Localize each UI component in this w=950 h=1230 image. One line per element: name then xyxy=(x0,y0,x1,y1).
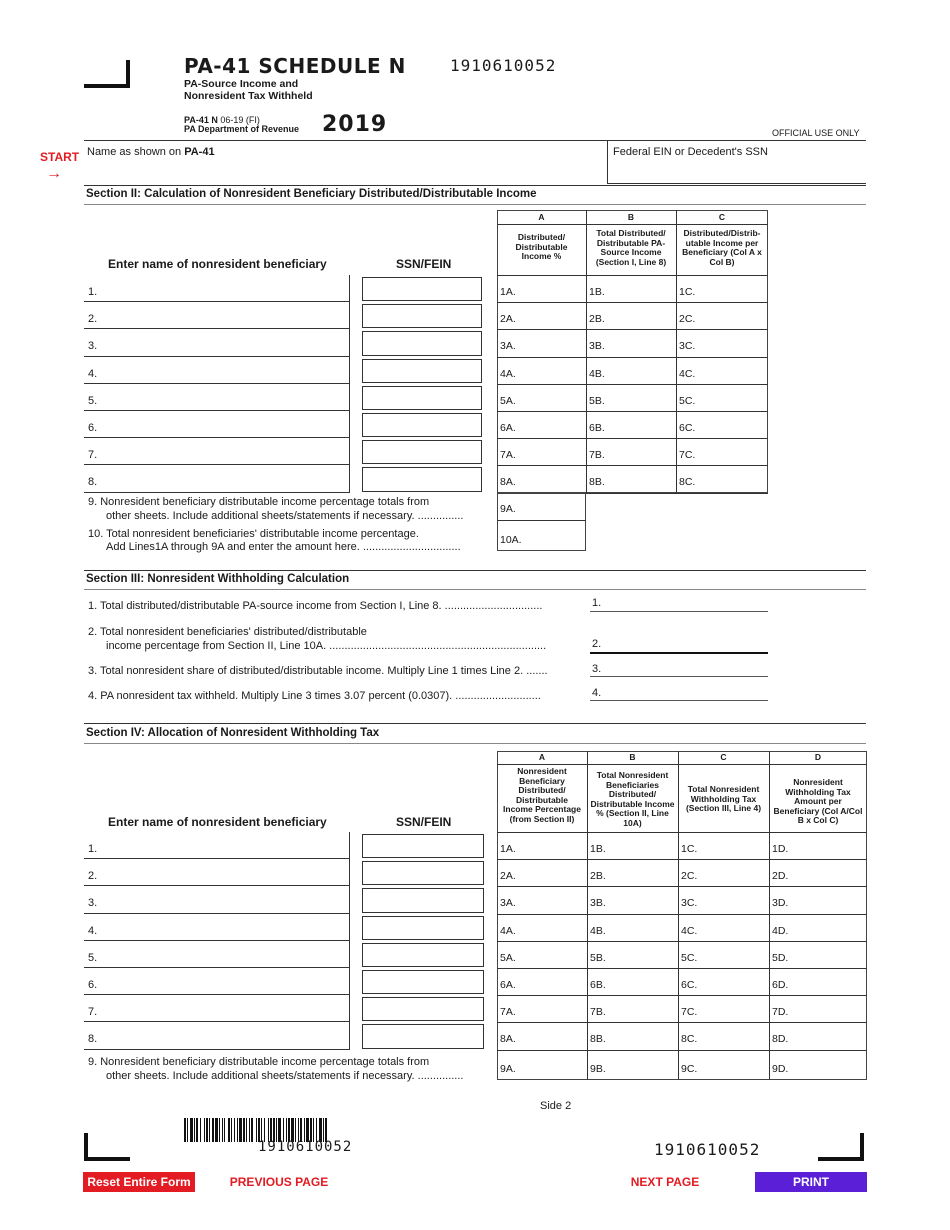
registration-mark-bottom-right xyxy=(818,1133,864,1161)
section2-cell-9a[interactable]: 9A. xyxy=(500,503,516,515)
section2-cell-7-b[interactable]: 7B. xyxy=(589,449,605,462)
section2-row-3-ssn-field[interactable] xyxy=(362,331,482,355)
section2-row-1-grid-line xyxy=(497,302,768,303)
scan-number-top: 1910610052 xyxy=(450,56,557,75)
section4-row-2-grid-line xyxy=(497,886,867,887)
section4-cell-1-c[interactable]: 1C. xyxy=(681,843,698,855)
section4-name-column-header: Enter name of nonresident beneficiary xyxy=(108,815,327,829)
section2-cell-3-c[interactable]: 3C. xyxy=(679,340,696,353)
section2-row-8-ssn-field[interactable] xyxy=(362,467,482,491)
section3-line3-field[interactable] xyxy=(590,676,768,677)
form-number-code: PA-41 N xyxy=(184,115,218,125)
section4-cell-3-b[interactable]: 3B. xyxy=(590,897,606,910)
section4-col-letter-a: A xyxy=(538,752,546,762)
subtitle-line-2: Nonresident Tax Withheld xyxy=(184,90,313,102)
section2-cell-6-c[interactable]: 6C. xyxy=(679,422,696,434)
section4-row-3-name-field[interactable] xyxy=(84,886,350,913)
section4-heading-line xyxy=(84,743,866,744)
section2-cell-5-c[interactable]: 5C. xyxy=(679,394,696,407)
section2-col-letter-a: A xyxy=(538,212,545,222)
section3-line1-text: 1. Total distributed/distributable PA-source income from Section I, Line 8. ................................ xyxy=(88,600,543,612)
section2-cell-3-a[interactable]: 3A. xyxy=(500,340,516,353)
section3-line2-number: 2. xyxy=(592,638,602,650)
section4-row-7-ssn-field[interactable] xyxy=(362,997,484,1021)
section2-row-5-name-field[interactable] xyxy=(84,384,350,411)
section3-line1-number: 1. xyxy=(592,597,602,609)
section2-cell-4-a[interactable]: 4A. xyxy=(500,367,516,380)
section4-cell-9d[interactable]: 9D. xyxy=(772,1063,789,1075)
section3-line3-text: 3. Total nonresident share of distributed/distributable income. Multiply Line 1 times Line 2. ....... xyxy=(88,665,548,677)
section2-col-header-a: Distributed/ Distributable Income % xyxy=(515,232,568,261)
section4-cell-6-c[interactable]: 6C. xyxy=(681,979,698,991)
section4-cell-3-d[interactable]: 3D. xyxy=(772,897,789,910)
scan-number-bottom: 1910610052 xyxy=(654,1140,761,1159)
section4-cell-4-b[interactable]: 4B. xyxy=(590,924,606,937)
section4-cell-2-b[interactable]: 2B. xyxy=(590,870,606,883)
section4-row-7-number: 7. xyxy=(88,1006,98,1019)
section4-heading: Section IV: Allocation of Nonresident Withholding Tax xyxy=(86,727,380,739)
section2-col-letter-b: B xyxy=(627,212,635,222)
section2-row-4-ssn-field[interactable] xyxy=(362,359,482,383)
section2-row-6-number: 6. xyxy=(88,422,98,434)
section2-heading-line xyxy=(84,204,866,205)
section2-row-7-number: 7. xyxy=(88,449,98,462)
section2-row-4-grid-line xyxy=(497,384,768,385)
section4-row-7-grid-line xyxy=(497,1022,867,1023)
section2-row-8-number: 8. xyxy=(88,476,98,489)
section4-row-6-name-field[interactable] xyxy=(84,968,350,995)
section2-cell-2-a[interactable]: 2A. xyxy=(500,313,516,326)
section4-cell-1-a[interactable]: 1A. xyxy=(500,843,516,855)
section2-grid-col-divider-1 xyxy=(586,210,587,493)
section4-cell-9c[interactable]: 9C. xyxy=(681,1063,698,1075)
registration-mark-bottom-left xyxy=(84,1133,130,1161)
section4-row-4-ssn-field[interactable] xyxy=(362,916,484,940)
section2-row-2-name-field[interactable] xyxy=(84,302,350,329)
section2-cell-2-b[interactable]: 2B. xyxy=(589,313,605,326)
section3-line4-field[interactable] xyxy=(590,700,768,701)
section2-cell-7-a[interactable]: 7A. xyxy=(500,449,516,462)
section2-row-2-number: 2. xyxy=(88,313,98,326)
section2-row-3-name-field[interactable] xyxy=(84,329,350,356)
next-page-button[interactable]: NEXT PAGE xyxy=(630,1175,700,1189)
section2-row-5-ssn-field[interactable] xyxy=(362,386,482,410)
section4-row-8-name-field[interactable] xyxy=(84,1022,350,1049)
tax-year: 2019 xyxy=(322,112,388,137)
section2-cell-6-a[interactable]: 6A. xyxy=(500,422,516,434)
section2-row-6-ssn-field[interactable] xyxy=(362,413,482,437)
section2-cell-10a[interactable]: 10A. xyxy=(500,534,522,546)
ein-bottom-line xyxy=(607,183,866,184)
section4-cell-5-b[interactable]: 5B. xyxy=(590,951,606,964)
section2-cell-1-b[interactable]: 1B. xyxy=(589,286,605,298)
section4-row-6-ssn-field[interactable] xyxy=(362,970,484,994)
section4-row-1-name-field[interactable] xyxy=(84,832,350,859)
print-button[interactable]: PRINT xyxy=(755,1172,867,1192)
ein-row-top-line xyxy=(614,140,866,141)
section2-col-letter-c: C xyxy=(718,212,726,222)
section4-row-5-grid-line xyxy=(497,968,867,969)
section4-cell-4-c[interactable]: 4C. xyxy=(681,924,698,937)
form-subtitle xyxy=(184,78,313,102)
section4-cell-1-d[interactable]: 1D. xyxy=(772,843,789,855)
section2-row-4-number: 4. xyxy=(88,367,98,380)
section4-line9-text-2: other sheets. Include additional sheets/statements if necessary. ............... xyxy=(106,1070,464,1082)
ein-field[interactable]: Federal EIN or Decedent's SSN xyxy=(613,146,768,158)
section4-row-6-number: 6. xyxy=(88,979,98,991)
subtitle-line-1: PA-Source Income and xyxy=(184,78,299,90)
section2-row-5-grid-line xyxy=(497,411,768,412)
section4-row-2-name-field[interactable] xyxy=(84,859,350,886)
section2-row-5-number: 5. xyxy=(88,394,98,407)
section2-col-header-b: Total Distributed/ Distributable PA-Source Income (Section I, Line 8) xyxy=(595,228,667,267)
section4-cell-8-c[interactable]: 8C. xyxy=(681,1033,698,1046)
section4-col-header-b: Total Nonresident Beneficiaries Distributed/ Distributable Income % (Section II, Line 10A) xyxy=(590,770,675,828)
section4-cell-3-a[interactable]: 3A. xyxy=(500,897,516,910)
section2-cell-1-c[interactable]: 1C. xyxy=(679,286,696,298)
section4-col-header-a: Nonresident Beneficiary Distributed/ Distributable Income Percentage (from Section II) xyxy=(503,766,581,824)
section2-row-3-grid-line xyxy=(497,357,768,358)
name-row-top-line xyxy=(84,140,614,141)
section4-row-5-ssn-field[interactable] xyxy=(362,943,484,967)
section2-row-2-ssn-field[interactable] xyxy=(362,304,482,328)
section4-col-header-c: Total Nonresident Withholding Tax (Section III, Line 4) xyxy=(685,784,762,813)
section4-cell-2-d[interactable]: 2D. xyxy=(772,870,789,883)
section4-row-8-grid-line xyxy=(497,1050,867,1051)
section2-line10-text-1: 10. Total nonresident beneficiaries' distributable income percentage. xyxy=(88,528,419,540)
section4-cell-5-a[interactable]: 5A. xyxy=(500,951,516,964)
section3-line4-number: 4. xyxy=(592,687,602,699)
section4-row-2-ssn-field[interactable] xyxy=(362,861,484,885)
section2-cell-6-b[interactable]: 6B. xyxy=(589,422,605,434)
section2-col-header-c: Distributed/Distrib- utable Income per Beneficiary (Col A x Col B) xyxy=(682,228,762,267)
section2-cell-8-b[interactable]: 8B. xyxy=(589,476,605,489)
section4-cell-9a[interactable]: 9A. xyxy=(500,1063,516,1075)
section4-ssn-column-header: SSN/FEIN xyxy=(396,815,452,829)
section4-row-2-number: 2. xyxy=(88,870,98,883)
section4-cell-5-c[interactable]: 5C. xyxy=(681,951,698,964)
section2-cell-7-c[interactable]: 7C. xyxy=(679,449,696,462)
section4-row-5-name-field[interactable] xyxy=(84,941,350,968)
section4-cell-4-d[interactable]: 4D. xyxy=(772,924,789,937)
section2-row-8-name-field[interactable] xyxy=(84,465,350,492)
registration-mark-top-left xyxy=(84,60,130,88)
section4-cell-5-d[interactable]: 5D. xyxy=(772,951,789,964)
form-title: PA-41 SCHEDULE N xyxy=(184,54,406,78)
section2-letter-row-line xyxy=(497,224,768,225)
section4-col-letter-b: B xyxy=(629,752,636,762)
section4-header-bottom-line xyxy=(497,832,867,833)
section4-cell-9b[interactable]: 9B. xyxy=(590,1063,606,1075)
section2-ssn-column-header: SSN/FEIN xyxy=(396,257,452,271)
section3-heading: Section III: Nonresident Withholding Calculation xyxy=(86,573,350,585)
section4-cell-7-d[interactable]: 7D. xyxy=(772,1006,789,1019)
section4-row-3-grid-line xyxy=(497,914,867,915)
section4-cell-8-b[interactable]: 8B. xyxy=(590,1033,606,1046)
section4-row-7-name-field[interactable] xyxy=(84,995,350,1022)
section4-cell-7-a[interactable]: 7A. xyxy=(500,1006,516,1019)
section2-name-column-header: Enter name of nonresident beneficiary xyxy=(108,257,327,271)
section2-row-1-name-field[interactable] xyxy=(84,275,350,302)
section2-cell-5-a[interactable]: 5A. xyxy=(500,394,516,407)
section3-heading-line xyxy=(84,589,866,590)
name-field[interactable]: Name as shown on PA-41 xyxy=(87,146,215,158)
section4-cell-6-d[interactable]: 6D. xyxy=(772,979,789,991)
section4-cell-2-a[interactable]: 2A. xyxy=(500,870,516,883)
section4-row-4-name-field[interactable] xyxy=(84,914,350,941)
section3-line2-text-1: 2. Total nonresident beneficiaries' distributed/distributable xyxy=(88,626,367,638)
section2-cell-2-c[interactable]: 2C. xyxy=(679,313,696,326)
section2-cell-4-b[interactable]: 4B. xyxy=(589,367,605,380)
section4-row-1-grid-line xyxy=(497,859,867,860)
section4-grid-col-divider-2 xyxy=(678,751,679,1080)
section2-row-1-number: 1. xyxy=(88,286,98,298)
section2-row-7-ssn-field[interactable] xyxy=(362,440,482,464)
section2-grid-col-divider-2 xyxy=(676,210,677,493)
section2-cell-8-a[interactable]: 8A. xyxy=(500,476,516,489)
section2-row-1-ssn-field[interactable] xyxy=(362,277,482,301)
section4-cell-1-b[interactable]: 1B. xyxy=(590,843,606,855)
reset-form-button[interactable]: Reset Entire Form xyxy=(83,1172,195,1192)
section3-line4-text: 4. PA nonresident tax withheld. Multiply Line 3 times 3.07 percent (0.0307). ............................ xyxy=(88,690,541,702)
section4-letter-row-line xyxy=(497,764,867,765)
start-arrow-icon: → xyxy=(46,165,62,182)
section2-cell-8-c[interactable]: 8C. xyxy=(679,476,696,489)
previous-page-button[interactable]: PREVIOUS PAGE xyxy=(229,1175,329,1189)
section3-top-line xyxy=(84,570,866,571)
barcode-number: 1910610052 xyxy=(258,1139,353,1155)
form-number xyxy=(184,116,299,134)
section4-row-4-grid-line xyxy=(497,941,867,942)
section4-top-line xyxy=(84,723,866,724)
department-name: PA Department of Revenue xyxy=(184,124,300,134)
section4-col-letter-c: C xyxy=(720,752,727,762)
section3-line3-number: 3. xyxy=(592,663,602,675)
section4-cell-8-a[interactable]: 8A. xyxy=(500,1033,516,1046)
section2-header-bottom-line xyxy=(497,275,768,276)
page-side-label: Side 2 xyxy=(540,1100,572,1112)
section4-cell-7-c[interactable]: 7C. xyxy=(681,1006,698,1019)
section2-line10-text-2: Add Lines1A through 9A and enter the amount here. ................................ xyxy=(106,541,461,553)
section4-cell-2-c[interactable]: 2C. xyxy=(681,870,698,883)
section4-line9-text-1: 9. Nonresident beneficiary distributable income percentage totals from xyxy=(88,1056,430,1068)
section4-row-8-ssn-field[interactable] xyxy=(362,1024,484,1048)
section2-heading: Section II: Calculation of Nonresident Beneficiary Distributed/Distributable Income xyxy=(86,188,537,200)
section4-row-5-number: 5. xyxy=(88,951,98,964)
section4-row-6-grid-line xyxy=(497,995,867,996)
section4-cell-4-a[interactable]: 4A. xyxy=(500,924,516,937)
section4-row-1-number: 1. xyxy=(88,843,98,855)
official-use-label: OFFICIAL USE ONLY xyxy=(772,128,860,138)
section4-cell-6-b[interactable]: 6B. xyxy=(590,979,606,991)
section2-cell-3-b[interactable]: 3B. xyxy=(589,340,605,353)
form-revision: 06-19 (FI) xyxy=(220,115,260,125)
section4-cell-6-a[interactable]: 6A. xyxy=(500,979,516,991)
section4-row-4-number: 4. xyxy=(88,924,98,937)
section4-row-8-number: 8. xyxy=(88,1033,98,1046)
section2-line9-10-divider xyxy=(497,520,586,521)
section4-cell-7-b[interactable]: 7B. xyxy=(590,1006,606,1019)
section2-cell-5-b[interactable]: 5B. xyxy=(589,394,605,407)
section4-row-3-number: 3. xyxy=(88,897,98,910)
start-label: START xyxy=(40,150,80,164)
section4-grid-col-divider-3 xyxy=(769,751,770,1080)
section2-row-7-name-field[interactable] xyxy=(84,438,350,465)
section2-row-2-grid-line xyxy=(497,329,768,330)
section4-col-header-d: Nonresident Withholding Tax Amount per Beneficiary (Col A/Col B x Col C) xyxy=(773,777,863,825)
section3-line2-field[interactable] xyxy=(590,652,768,654)
section2-line9-text-1: 9. Nonresident beneficiary distributable income percentage totals from xyxy=(88,496,430,508)
section4-cell-8-d[interactable]: 8D. xyxy=(772,1033,789,1046)
section2-row-6-name-field[interactable] xyxy=(84,411,350,438)
section2-row-3-number: 3. xyxy=(88,340,98,353)
section4-row-1-ssn-field[interactable] xyxy=(362,834,484,858)
section3-line1-field[interactable] xyxy=(590,611,768,612)
section2-row-4-name-field[interactable] xyxy=(84,357,350,384)
section2-row-7-grid-line xyxy=(497,465,768,466)
section4-col-letter-d: D xyxy=(814,752,822,762)
section4-cell-3-c[interactable]: 3C. xyxy=(681,897,698,910)
section2-line9-text-2: other sheets. Include additional sheets/statements if necessary. ............... xyxy=(106,510,464,522)
section3-line2-text-2: income percentage from Section II, Line 10A. ....................................................................... xyxy=(106,640,547,652)
section4-row-3-ssn-field[interactable] xyxy=(362,888,484,912)
section2-cell-4-c[interactable]: 4C. xyxy=(679,367,696,380)
name-ein-divider xyxy=(607,140,608,184)
section2-cell-1-a[interactable]: 1A. xyxy=(500,286,516,298)
section2-row-6-grid-line xyxy=(497,438,768,439)
section2-top-line xyxy=(84,185,866,186)
